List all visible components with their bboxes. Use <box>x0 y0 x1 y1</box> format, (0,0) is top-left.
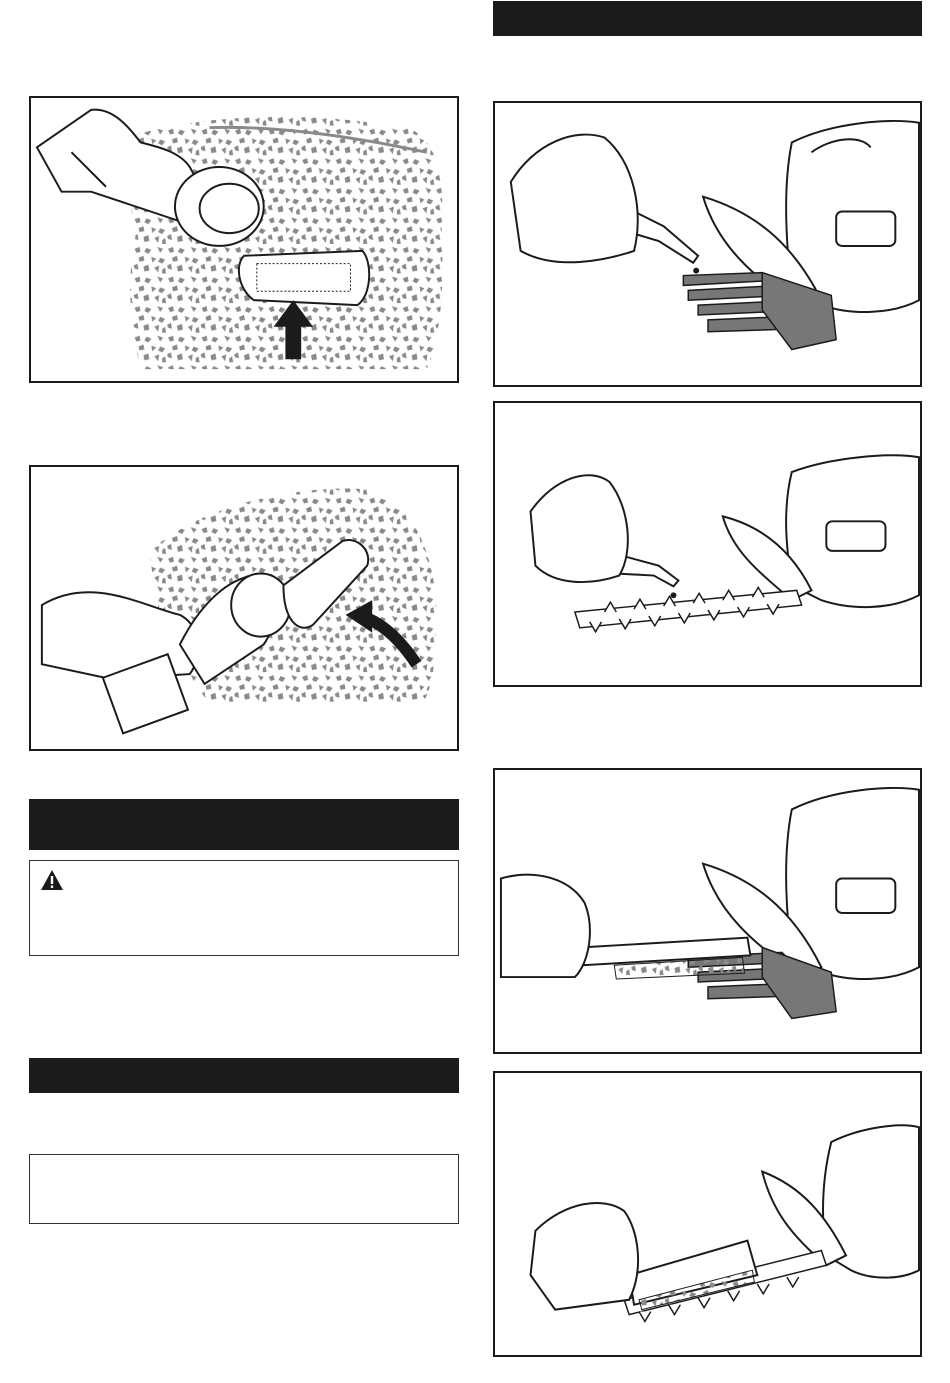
warning-triangle-icon <box>40 869 64 891</box>
oiling-hedge-illustration <box>495 403 920 685</box>
shear-gravel-illustration-2 <box>31 467 457 749</box>
shear-gravel-illustration <box>31 98 457 381</box>
note-box <box>29 1154 459 1224</box>
figure-oiling-hedge-blade <box>493 401 922 687</box>
shear-blade-icon <box>239 251 369 305</box>
right-section-header-bar <box>493 1 922 36</box>
section-header-bar-2 <box>29 1058 459 1093</box>
hand-icon <box>501 875 590 977</box>
hand-icon <box>511 135 638 263</box>
shear-head-icon <box>175 167 264 246</box>
hand-icon <box>531 1203 639 1310</box>
hedge-blade-icon <box>575 587 802 631</box>
figure-brushing-shear-blade <box>493 768 922 1054</box>
figure-shear-pushed-up <box>29 96 459 383</box>
oiling-shear-illustration <box>495 103 920 385</box>
warning-box <box>29 860 459 956</box>
shear-head-icon <box>231 573 290 636</box>
wire-brush-icon <box>580 938 751 979</box>
figure-brushing-hedge-blade <box>493 1071 922 1357</box>
brushing-shear-illustration <box>495 770 920 1052</box>
hand-icon <box>531 475 628 582</box>
figure-shear-pushed-forward <box>29 465 459 751</box>
brushing-hedge-illustration <box>495 1073 920 1355</box>
figure-oiling-shear-blade <box>493 101 922 387</box>
section-header-bar-1 <box>29 799 459 850</box>
